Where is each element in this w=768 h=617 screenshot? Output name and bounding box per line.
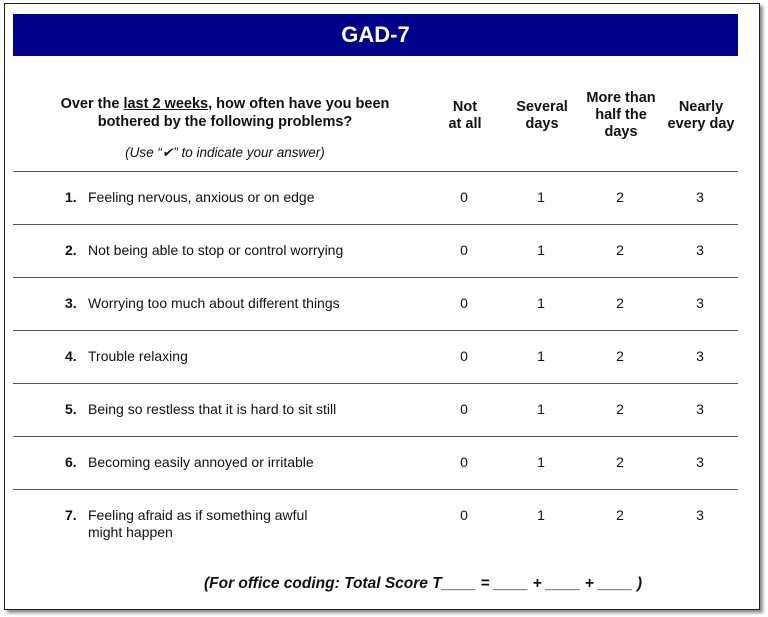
column-header-line: every day [667,116,735,132]
question-text: Feeling nervous, anxious or on edge [88,189,315,205]
column-header-more-than-half [576,90,666,141]
question-number: 1. [65,189,77,205]
column-header-line: Nearly [678,99,724,115]
column-header-line: Several [516,99,568,115]
score-option-1[interactable]: 1 [537,189,545,205]
divider [13,224,738,225]
question-text: Being so restless that it is hard to sit still [88,401,337,417]
question-text: Becoming easily annoyed or irritable [88,454,314,470]
score-option-3[interactable]: 3 [696,507,704,523]
score-option-3[interactable]: 3 [696,401,704,417]
question-text: Trouble relaxing [88,348,188,364]
column-header-line: More than [586,90,656,106]
question-text: Not being able to stop or control worrying [88,242,344,258]
column-header-line: days [525,116,559,132]
score-option-2[interactable]: 2 [616,242,624,258]
question-number: 6. [65,454,77,470]
score-option-3[interactable]: 3 [696,189,704,205]
score-option-2[interactable]: 2 [616,401,624,417]
divider [13,171,738,172]
score-option-0[interactable]: 0 [460,348,468,364]
form-title: GAD-7 [341,22,410,47]
form-title-bar [13,14,738,56]
score-option-3[interactable]: 3 [696,454,704,470]
column-header-several-days [497,99,587,133]
score-option-0[interactable]: 0 [460,507,468,523]
score-option-1[interactable]: 1 [537,454,545,470]
score-option-3[interactable]: 3 [696,348,704,364]
question-number: 5. [65,401,77,417]
score-option-2[interactable]: 2 [616,507,624,523]
score-option-1[interactable]: 1 [537,295,545,311]
score-option-3[interactable]: 3 [696,242,704,258]
divider [13,277,738,278]
question-header [60,95,390,131]
score-option-0[interactable]: 0 [460,295,468,311]
divider [13,383,738,384]
question-text-start: Over the [60,96,124,112]
score-option-1[interactable]: 1 [537,348,545,364]
score-option-0[interactable]: 0 [460,189,468,205]
score-option-0[interactable]: 0 [460,242,468,258]
question-text: Worrying too much about different things [88,295,340,311]
office-coding-total: (For office coding: Total Score T____ = ____ + ____ + ____ ) [204,575,643,592]
column-header-line: days [604,124,638,140]
question-text-underlined: last 2 weeks [123,96,209,112]
question-text: Feeling afraid as if something awful might happen [88,507,308,540]
score-option-1[interactable]: 1 [537,242,545,258]
score-option-1[interactable]: 1 [537,401,545,417]
score-option-0[interactable]: 0 [460,401,468,417]
question-number: 2. [65,242,77,258]
question-number: 3. [65,295,77,311]
column-header-line: half the [595,107,647,123]
score-option-2[interactable]: 2 [616,189,624,205]
score-option-3[interactable]: 3 [696,295,704,311]
divider [13,436,738,437]
question-text-end: , how often have you been bothered by the following problems? [97,96,390,130]
column-header-line: at all [448,116,482,132]
divider [13,330,738,331]
score-option-0[interactable]: 0 [460,454,468,470]
score-option-1[interactable]: 1 [537,507,545,523]
question-number: 4. [65,348,77,364]
score-option-2[interactable]: 2 [616,295,624,311]
score-option-2[interactable]: 2 [616,454,624,470]
divider [13,489,738,490]
column-header-line: Not [452,99,478,115]
score-option-2[interactable]: 2 [616,348,624,364]
question-number: 7. [65,507,77,523]
instruction-note: (Use “✔” to indicate your answer) [125,145,325,160]
column-header-nearly-every-day [656,99,746,133]
